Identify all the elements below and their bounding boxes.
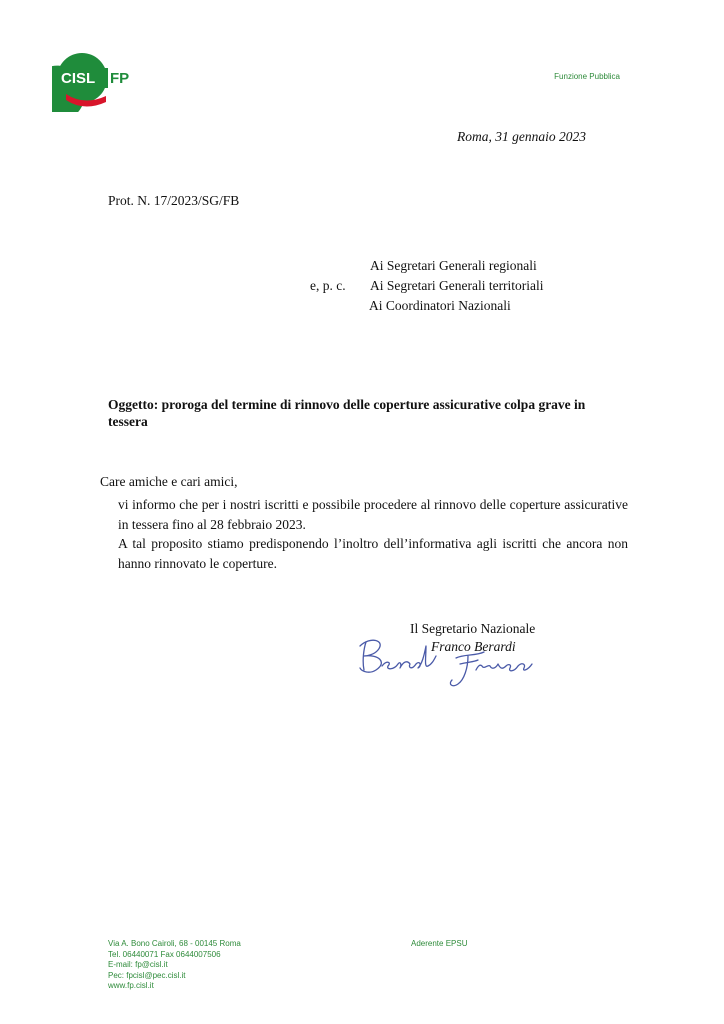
- recipient-cc: Ai Coordinatori Nazionali: [369, 298, 511, 313]
- letter-date: Roma, 31 gennaio 2023: [457, 129, 586, 144]
- header-tagline: Funzione Pubblica: [554, 72, 620, 81]
- letter-subject: Oggetto: proroga del termine di rinnovo delle coperture assicurative colpa grave in tessera: [108, 397, 586, 429]
- footer-contacts: [108, 939, 241, 992]
- footer-affiliation: Aderente EPSU: [411, 939, 468, 948]
- recipient-cc: Ai Segretari Generali territoriali: [370, 278, 544, 293]
- footer-website: www.fp.cisl.it: [108, 981, 154, 990]
- footer-phone: Tel. 06440071 Fax 0644007506: [108, 949, 221, 959]
- svg-text:CISL: CISL: [61, 70, 96, 87]
- protocol-number: Prot. N. 17/2023/SG/FB: [108, 193, 240, 208]
- body-paragraph: vi informo che per i nostri iscritti e possibile procedere al rinnovo delle coperture assicurative in tessera fino al 28 febbraio 2023.: [118, 497, 628, 532]
- signatory-role: Il Segretario Nazionale: [410, 621, 536, 636]
- svg-text:FP: FP: [110, 70, 130, 87]
- footer-email: E-mail: fp@cisl.it: [108, 960, 168, 969]
- salutation: Care amiche e cari amici,: [100, 474, 238, 489]
- letter-body: [118, 495, 628, 573]
- signature-graphic: [352, 634, 542, 690]
- body-paragraph: A tal proposito stiamo predisponendo l’inoltro dell’informativa agli iscritti che ancora non hanno rinnovato le coperture.: [118, 536, 628, 571]
- footer-pec: Pec: fpcisl@pec.cisl.it: [108, 970, 186, 980]
- cisl-fp-logo: [52, 50, 144, 112]
- signatory-name: Franco Berardi: [431, 639, 516, 654]
- cisl-fp-logo-graphic: [52, 50, 144, 112]
- footer-address: Via A. Bono Cairoli, 68 - 00145 Roma: [108, 939, 241, 948]
- cc-prefix: e, p. c.: [310, 278, 346, 293]
- handwritten-signature: [352, 634, 542, 690]
- recipient-to: Ai Segretari Generali regionali: [370, 258, 537, 273]
